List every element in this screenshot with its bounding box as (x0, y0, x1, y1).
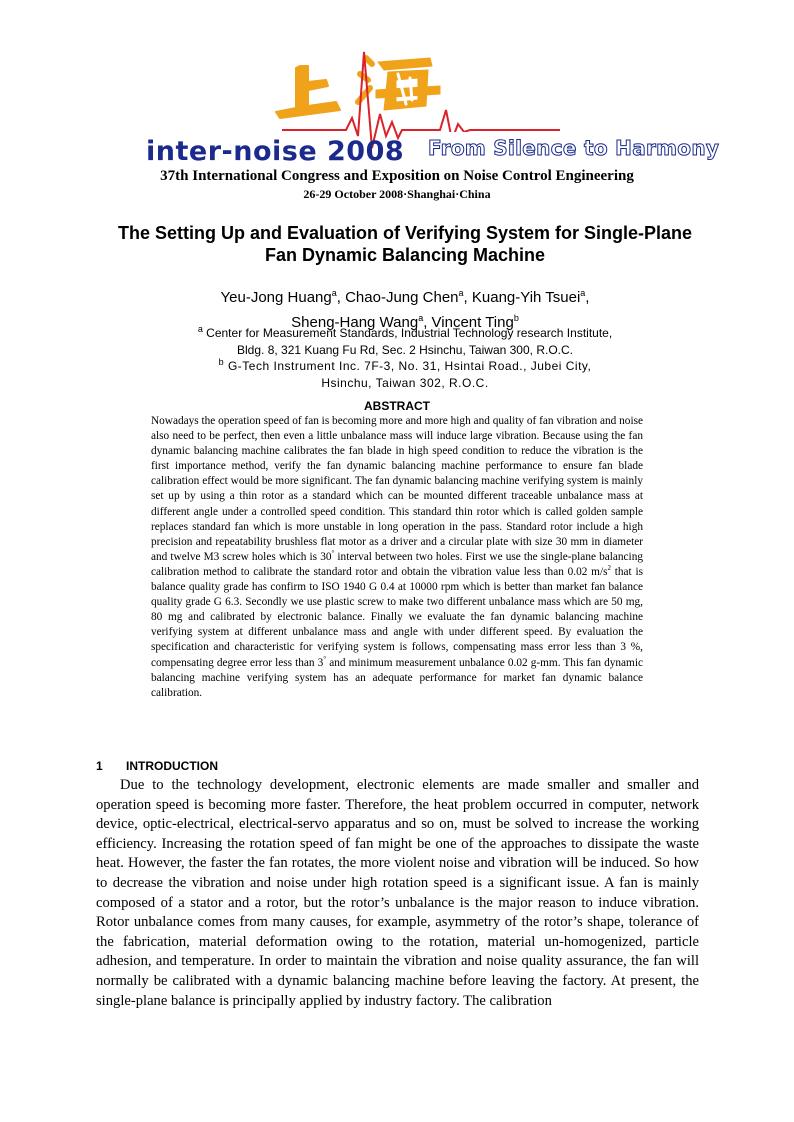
congress-title: 37th International Congress and Exposition on Noise Control Engineering (160, 168, 634, 184)
congress-dates: 26-29 October 2008·Shanghai·China (303, 187, 491, 201)
affil-a-line2: Bldg. 8, 321 Kuang Fu Rd, Sec. 2 Hsinchu, Taiwan 300, R.O.C. (237, 343, 573, 357)
abstract-heading: ABSTRACT (364, 399, 430, 413)
logo-slogan-text: From Silence to Harmony (428, 136, 720, 160)
abstract-text: interval between two holes. First we use the single-plane balancing calibration method to calibrate the standard rotor and obtain the vibration value less than 0.02 m/s (151, 550, 643, 578)
logo-name-text: inter-noise 2008 (146, 136, 405, 167)
affil-a-line1: Center for Measurement Standards, Industrial Technology research Institute, (206, 326, 613, 340)
abstract-text: Nowadays the operation speed of fan is becoming more and more high and quality of fan vibration and noise also need to be perfect, then even a little unbalance mass will induce large vibration. Because using the fan dynamic balancing machine calibrates the fan blade in high speed condition to reduce the vibration is the first importance method, verify the fan dynamic balancing machine performance to ensure fan blade calibration effect would be more significant. The fan dynamic balancing machine verifying system is mainly set up by using a thin rotor as a standard which can be mounted different traceable unbalance mass at different angle under a controlled speed condition. This standard thin rotor which is called golden sample replaces standard fan which is more unstable in long operation in the pass. Standard rotor include a high precision and repeatability brushless flat motor as a driver and a circular plate with size 30 mm in diameter and twelve M3 screw holes which is 30 (151, 415, 643, 563)
affiliation-b (110, 354, 700, 392)
affil-mark-a: a (197, 324, 203, 334)
abstract-text: that is balance quality grade has confirm to ISO 1940 G 0.4 at 10000 rpm which is better than market fan balance quality grade G 6.3. Secondly we use plastic screw to make two different unbalance mass which are 50 mg, 80 mg and calibrated by electronic balance. Finally we evaluate the fan dynamic balancing machine verifying system at different unbalance mass and angle with under different speed. By evaluation the specification and characteristic for verifying system is follows, compensating mass error less than 3 %, compensating degree error less than 3 (151, 565, 643, 669)
author-name: Sheng-Hang Wang (291, 314, 419, 331)
author-name: Kuang-Yih Tsuei (471, 289, 581, 306)
affil-b-line2: Hsinchu, Taiwan 302, R.O.C. (321, 376, 489, 390)
degree-sup: ° (323, 654, 327, 663)
section-title: INTRODUCTION (126, 759, 218, 773)
section-body: Due to the technology development, electronic elements are made smaller and smaller and operation speed is becoming more faster. Therefore, the heat problem occurred in computer, network device, optic-electrical, electrical-servo apparatus and so on, must be solved to increase the working efficiency. Increasing the rotation speed of fan might be one of the approaches to dissipate the waste heat. However, the faster the fan rotates, the more violent noise and vibration will be induced. So how to decrease the vibration and noise under high rotation speed is a significant issue. A fan is mainly composed of a stator and a rotor, but the rotor’s unbalance is the major reason to induce vibration. Rotor unbalance comes from many causes, for example, asymmetry of the rotor’s shape, tolerance of the fabrication, material deformation owing to the rotation, material un-homogenized, particle adhesion, and temperature. In order to maintain the vibration and noise quality assurance, the fan will normally be calibrated with a dynamic balancing machine before leaving the factory. At present, the single-plane balance is principally applied by industry factory. The calibration (96, 777, 699, 1009)
affil-mark-b: b (218, 357, 225, 367)
section-heading (96, 759, 218, 773)
author-affil-mark: a (331, 288, 337, 298)
author-affil-mark: a (458, 288, 464, 298)
degree-sup: ° (331, 549, 335, 558)
author-name: Chao-Jung Chen (345, 289, 459, 306)
section-number: 1 (96, 759, 103, 773)
author-name: Vincent Ting (431, 314, 514, 331)
paper-title: The Setting Up and Evaluation of Verifying System for Single-Plane Fan Dynamic Balancing Machine (117, 223, 693, 265)
author-affil-mark: a (580, 288, 586, 298)
author-name: Yeu-Jong Huang (220, 289, 332, 306)
square-sup: 2 (607, 564, 611, 573)
author-affil-mark: b (513, 313, 519, 323)
affil-b-line1: G-Tech Instrument Inc. 7F-3, No. 31, Hsintai Road., Jubei City, (227, 359, 592, 373)
shanghai-glyphs-icon (276, 58, 440, 118)
author-list: Yeu-Jong Huang$^a$, Chao-Jung Chen$^a$, Kuang-Yih Tsuei$^a$, Sheng-Hang Wang$^a$, Vincent Ting$^b$ (220, 288, 590, 331)
author-affil-mark: a (418, 313, 424, 323)
conference-logo (140, 44, 720, 172)
abstract-body (151, 414, 643, 701)
abstract-text: and minimum measurement unbalance 0.02 g-mm. This fan dynamic balancing machine verifying system has an adequate performance for market fan dynamic balance calibration. (151, 656, 643, 699)
